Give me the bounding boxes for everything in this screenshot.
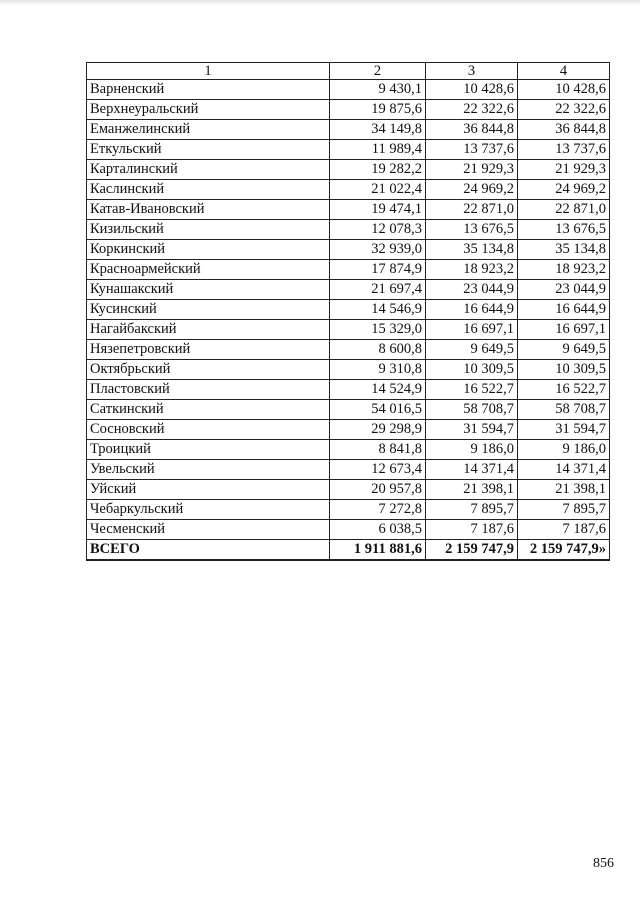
budget-table	[86, 62, 610, 561]
column-header-1: 1	[87, 63, 330, 80]
table-row	[87, 380, 610, 400]
district-name: Верхнеуральский	[87, 100, 330, 120]
value-col-4: 9 186,0	[518, 440, 610, 460]
value-col-4: 22 322,6	[518, 100, 610, 120]
table-row	[87, 280, 610, 300]
value-col-2: 15 329,0	[330, 320, 426, 340]
value-col-4: 24 969,2	[518, 180, 610, 200]
value-col-4: 10 309,5	[518, 360, 610, 380]
value-col-3: 16 522,7	[426, 380, 518, 400]
value-col-3: 7 187,6	[426, 520, 518, 540]
value-col-2: 9 310,8	[330, 360, 426, 380]
table-row	[87, 400, 610, 420]
value-col-4: 58 708,7	[518, 400, 610, 420]
value-col-2: 20 957,8	[330, 480, 426, 500]
value-col-3: 9 649,5	[426, 340, 518, 360]
district-name: Троицкий	[87, 440, 330, 460]
table-row	[87, 460, 610, 480]
table-row	[87, 520, 610, 540]
district-name: Еманжелинский	[87, 120, 330, 140]
value-col-2: 8 841,8	[330, 440, 426, 460]
value-col-2: 9 430,1	[330, 80, 426, 100]
value-col-4: 7 187,6	[518, 520, 610, 540]
total-value-2: 1 911 881,6	[330, 540, 426, 561]
value-col-4: 31 594,7	[518, 420, 610, 440]
value-col-3: 24 969,2	[426, 180, 518, 200]
column-header-4: 4	[518, 63, 610, 80]
value-col-3: 7 895,7	[426, 500, 518, 520]
value-col-3: 36 844,8	[426, 120, 518, 140]
value-col-4: 16 644,9	[518, 300, 610, 320]
value-col-3: 13 676,5	[426, 220, 518, 240]
table-row	[87, 300, 610, 320]
page-number: 856	[593, 856, 614, 871]
value-col-4: 22 871,0	[518, 200, 610, 220]
value-col-3: 22 871,0	[426, 200, 518, 220]
table-row	[87, 500, 610, 520]
district-name: Октябрьский	[87, 360, 330, 380]
value-col-3: 14 371,4	[426, 460, 518, 480]
value-col-2: 12 078,3	[330, 220, 426, 240]
total-value-4: 2 159 747,9»	[518, 540, 610, 561]
table-row	[87, 340, 610, 360]
value-col-3: 21 929,3	[426, 160, 518, 180]
district-name: Уйский	[87, 480, 330, 500]
value-col-4: 18 923,2	[518, 260, 610, 280]
value-col-3: 16 697,1	[426, 320, 518, 340]
total-label: ВСЕГО	[87, 540, 330, 561]
table-row	[87, 240, 610, 260]
district-name: Чесменский	[87, 520, 330, 540]
table-row	[87, 140, 610, 160]
value-col-3: 9 186,0	[426, 440, 518, 460]
district-name: Саткинский	[87, 400, 330, 420]
value-col-3: 16 644,9	[426, 300, 518, 320]
table-row	[87, 440, 610, 460]
district-name: Нагайбакский	[87, 320, 330, 340]
value-col-4: 23 044,9	[518, 280, 610, 300]
value-col-2: 14 546,9	[330, 300, 426, 320]
value-col-2: 54 016,5	[330, 400, 426, 420]
value-col-4: 16 697,1	[518, 320, 610, 340]
district-name: Красноармейский	[87, 260, 330, 280]
table-row	[87, 80, 610, 100]
value-col-2: 14 524,9	[330, 380, 426, 400]
table-row	[87, 360, 610, 380]
table-body	[87, 80, 610, 540]
district-name: Каслинский	[87, 180, 330, 200]
scan-top-edge	[0, 0, 640, 6]
value-col-2: 21 022,4	[330, 180, 426, 200]
table-row	[87, 200, 610, 220]
column-header-2: 2	[330, 63, 426, 80]
district-name: Кунашакский	[87, 280, 330, 300]
table-row	[87, 320, 610, 340]
table-row	[87, 180, 610, 200]
table-row	[87, 220, 610, 240]
value-col-2: 29 298,9	[330, 420, 426, 440]
value-col-3: 58 708,7	[426, 400, 518, 420]
value-col-4: 13 676,5	[518, 220, 610, 240]
value-col-2: 11 989,4	[330, 140, 426, 160]
value-col-3: 35 134,8	[426, 240, 518, 260]
value-col-2: 17 874,9	[330, 260, 426, 280]
value-col-4: 7 895,7	[518, 500, 610, 520]
value-col-2: 7 272,8	[330, 500, 426, 520]
table-row	[87, 260, 610, 280]
district-name: Кизильский	[87, 220, 330, 240]
total-row	[87, 540, 610, 561]
value-col-3: 10 428,6	[426, 80, 518, 100]
total-value-3: 2 159 747,9	[426, 540, 518, 561]
district-name: Увельский	[87, 460, 330, 480]
district-name: Варненский	[87, 80, 330, 100]
value-col-4: 14 371,4	[518, 460, 610, 480]
district-name: Кусинский	[87, 300, 330, 320]
value-col-2: 6 038,5	[330, 520, 426, 540]
value-col-2: 12 673,4	[330, 460, 426, 480]
value-col-2: 19 875,6	[330, 100, 426, 120]
district-name: Пластовский	[87, 380, 330, 400]
value-col-3: 21 398,1	[426, 480, 518, 500]
value-col-2: 32 939,0	[330, 240, 426, 260]
value-col-4: 16 522,7	[518, 380, 610, 400]
value-col-3: 18 923,2	[426, 260, 518, 280]
table-row	[87, 100, 610, 120]
value-col-2: 19 282,2	[330, 160, 426, 180]
table-row	[87, 160, 610, 180]
value-col-2: 21 697,4	[330, 280, 426, 300]
district-name: Сосновский	[87, 420, 330, 440]
value-col-4: 9 649,5	[518, 340, 610, 360]
value-col-4: 36 844,8	[518, 120, 610, 140]
value-col-4: 10 428,6	[518, 80, 610, 100]
header-row	[87, 63, 610, 80]
value-col-3: 31 594,7	[426, 420, 518, 440]
table-row	[87, 480, 610, 500]
value-col-4: 13 737,6	[518, 140, 610, 160]
district-name: Чебаркульский	[87, 500, 330, 520]
table-row	[87, 420, 610, 440]
district-name: Еткульский	[87, 140, 330, 160]
table-row	[87, 120, 610, 140]
value-col-2: 8 600,8	[330, 340, 426, 360]
district-name: Нязепетровский	[87, 340, 330, 360]
district-name: Коркинский	[87, 240, 330, 260]
district-name: Карталинский	[87, 160, 330, 180]
value-col-4: 21 398,1	[518, 480, 610, 500]
value-col-3: 10 309,5	[426, 360, 518, 380]
value-col-3: 13 737,6	[426, 140, 518, 160]
value-col-4: 21 929,3	[518, 160, 610, 180]
value-col-3: 22 322,6	[426, 100, 518, 120]
value-col-2: 34 149,8	[330, 120, 426, 140]
district-name: Катав-Ивановский	[87, 200, 330, 220]
value-col-4: 35 134,8	[518, 240, 610, 260]
value-col-3: 23 044,9	[426, 280, 518, 300]
column-header-3: 3	[426, 63, 518, 80]
value-col-2: 19 474,1	[330, 200, 426, 220]
